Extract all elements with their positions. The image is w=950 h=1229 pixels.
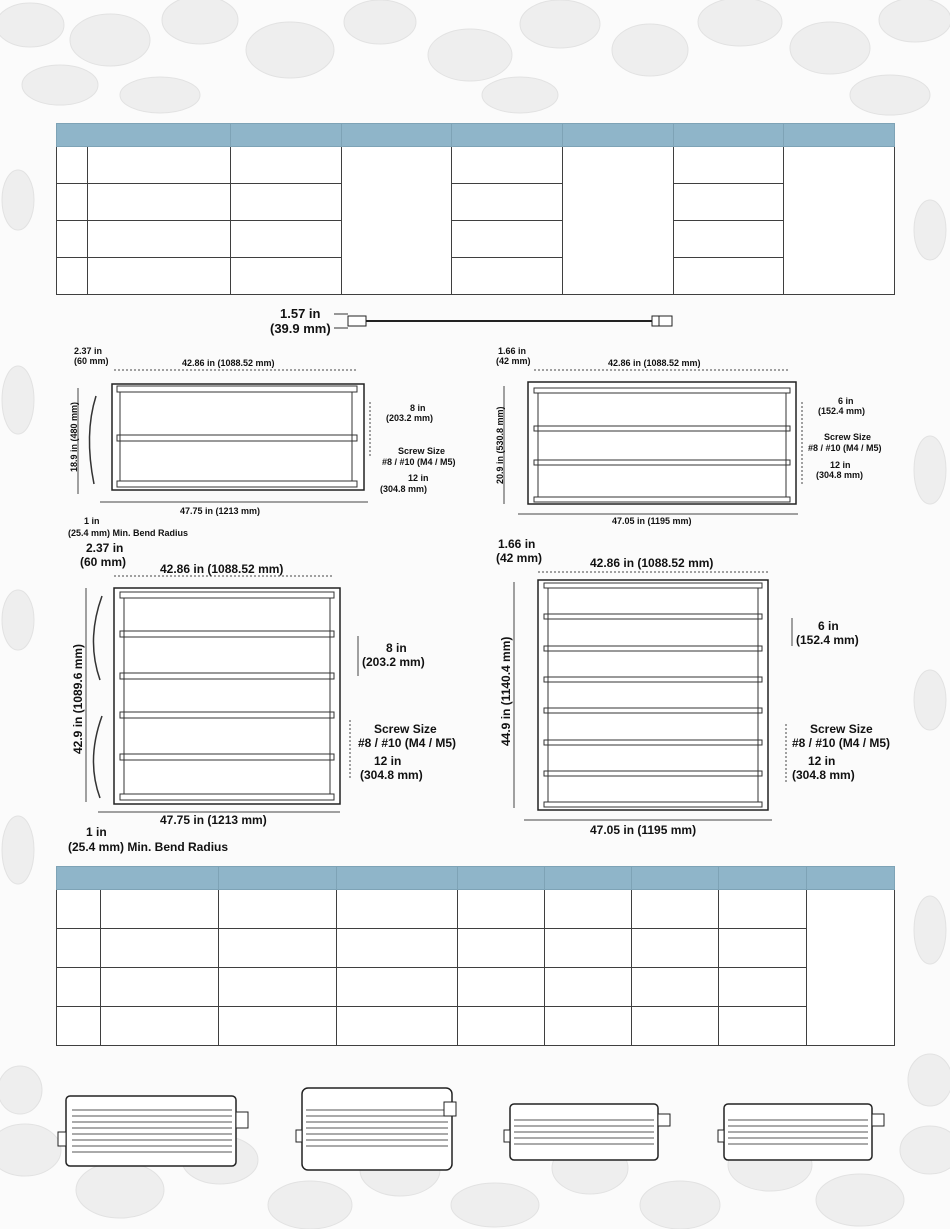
bend-dim-1: 1 in bbox=[86, 825, 107, 839]
height-dim: 44.9 in (1140.4 mm) bbox=[499, 636, 513, 746]
table-row bbox=[57, 258, 895, 295]
spec-table-bottom bbox=[56, 866, 895, 1046]
screw-label-1: Screw Size bbox=[398, 446, 446, 456]
table-row bbox=[57, 147, 895, 184]
table-row bbox=[57, 890, 895, 929]
bottom-width-dim: 47.05 in (1195 mm) bbox=[590, 823, 697, 837]
screw-label-1: Screw Size bbox=[824, 432, 872, 442]
bottom-width-dim: 47.75 in (1213 mm) bbox=[160, 813, 267, 827]
table-row bbox=[57, 184, 895, 221]
bottom-width-dim: 47.05 in (1195 mm) bbox=[612, 516, 692, 526]
left-top-dim-1: 2.37 in bbox=[74, 346, 103, 356]
table-row bbox=[57, 968, 895, 1007]
enclosure-drawings bbox=[56, 1080, 896, 1180]
cable-drawing bbox=[260, 302, 700, 342]
panel-drawing-d bbox=[490, 536, 910, 842]
table-row bbox=[57, 1007, 895, 1046]
spacing-dim-1: 12 in bbox=[408, 473, 429, 483]
cable-dim-line2: (39.9 mm) bbox=[270, 321, 331, 336]
spacing-dim-2: (304.8 mm) bbox=[360, 768, 423, 782]
screw-label-2: #8 / #10 (M4 / M5) bbox=[358, 736, 457, 750]
cable-dim-line1: 1.57 in bbox=[280, 306, 321, 321]
enclosure-2 bbox=[296, 1088, 456, 1170]
screw-label-2: #8 / #10 (M4 / M5) bbox=[382, 457, 456, 467]
top-width-dim: 42.86 in (1088.52 mm) bbox=[590, 556, 714, 570]
enclosure-1 bbox=[58, 1096, 248, 1166]
bend-dim-2: (25.4 mm) Min. Bend Radius bbox=[68, 840, 229, 854]
screw-label-2: #8 / #10 (M4 / M5) bbox=[792, 736, 891, 750]
side-dim-1: 8 in bbox=[410, 403, 426, 413]
side-dim-1: 6 in bbox=[818, 619, 839, 633]
table-header-row bbox=[57, 867, 895, 890]
bend-dim-2: (25.4 mm) Min. Bend Radius bbox=[68, 528, 189, 538]
spacing-dim-1: 12 in bbox=[808, 754, 836, 768]
left-top-dim-2: (42 mm) bbox=[496, 356, 531, 366]
table-header-row bbox=[57, 124, 895, 147]
enclosure-3 bbox=[504, 1104, 670, 1160]
screw-label-2: #8 / #10 (M4 / M5) bbox=[808, 443, 882, 453]
table-row bbox=[57, 221, 895, 258]
side-dim-2: (152.4 mm) bbox=[818, 406, 866, 416]
panel-drawing-c bbox=[56, 540, 476, 858]
left-top-dim-1: 1.66 in bbox=[498, 537, 536, 551]
left-top-dim-1: 1.66 in bbox=[498, 346, 527, 356]
height-dim: 42.9 in (1089.6 mm) bbox=[71, 643, 85, 754]
bend-dim-1: 1 in bbox=[84, 516, 100, 526]
spec-table-top bbox=[56, 123, 895, 295]
left-top-dim-2: (60 mm) bbox=[80, 555, 127, 569]
table-row bbox=[57, 929, 895, 968]
side-dim-1: 6 in bbox=[838, 396, 854, 406]
height-dim: 20.9 in (530.8 mm) bbox=[495, 406, 505, 484]
top-width-dim: 42.86 in (1088.52 mm) bbox=[182, 358, 275, 368]
enclosure-4 bbox=[718, 1104, 884, 1160]
left-top-dim-2: (60 mm) bbox=[74, 356, 109, 366]
spacing-dim-1: 12 in bbox=[374, 754, 402, 768]
spacing-dim-2: (304.8 mm) bbox=[380, 484, 428, 494]
bottom-width-dim: 47.75 in (1213 mm) bbox=[180, 506, 261, 516]
spacing-dim-1: 12 in bbox=[830, 460, 851, 470]
height-dim: 18.9 in (480 mm) bbox=[69, 401, 79, 472]
side-dim-2: (203.2 mm) bbox=[362, 655, 425, 669]
side-dim-1: 8 in bbox=[386, 641, 407, 655]
left-top-dim-2: (42 mm) bbox=[496, 551, 543, 565]
left-top-dim-1: 2.37 in bbox=[86, 541, 124, 555]
panel-drawing-a bbox=[56, 344, 476, 544]
side-dim-2: (203.2 mm) bbox=[386, 413, 434, 423]
spacing-dim-2: (304.8 mm) bbox=[816, 470, 864, 480]
panel-drawing-b bbox=[490, 344, 910, 534]
screw-label-1: Screw Size bbox=[810, 722, 873, 736]
spacing-dim-2: (304.8 mm) bbox=[792, 768, 855, 782]
top-width-dim: 42.86 in (1088.52 mm) bbox=[608, 358, 701, 368]
side-dim-2: (152.4 mm) bbox=[796, 633, 859, 647]
screw-label-1: Screw Size bbox=[374, 722, 437, 736]
top-width-dim: 42.86 in (1088.52 mm) bbox=[160, 562, 284, 576]
